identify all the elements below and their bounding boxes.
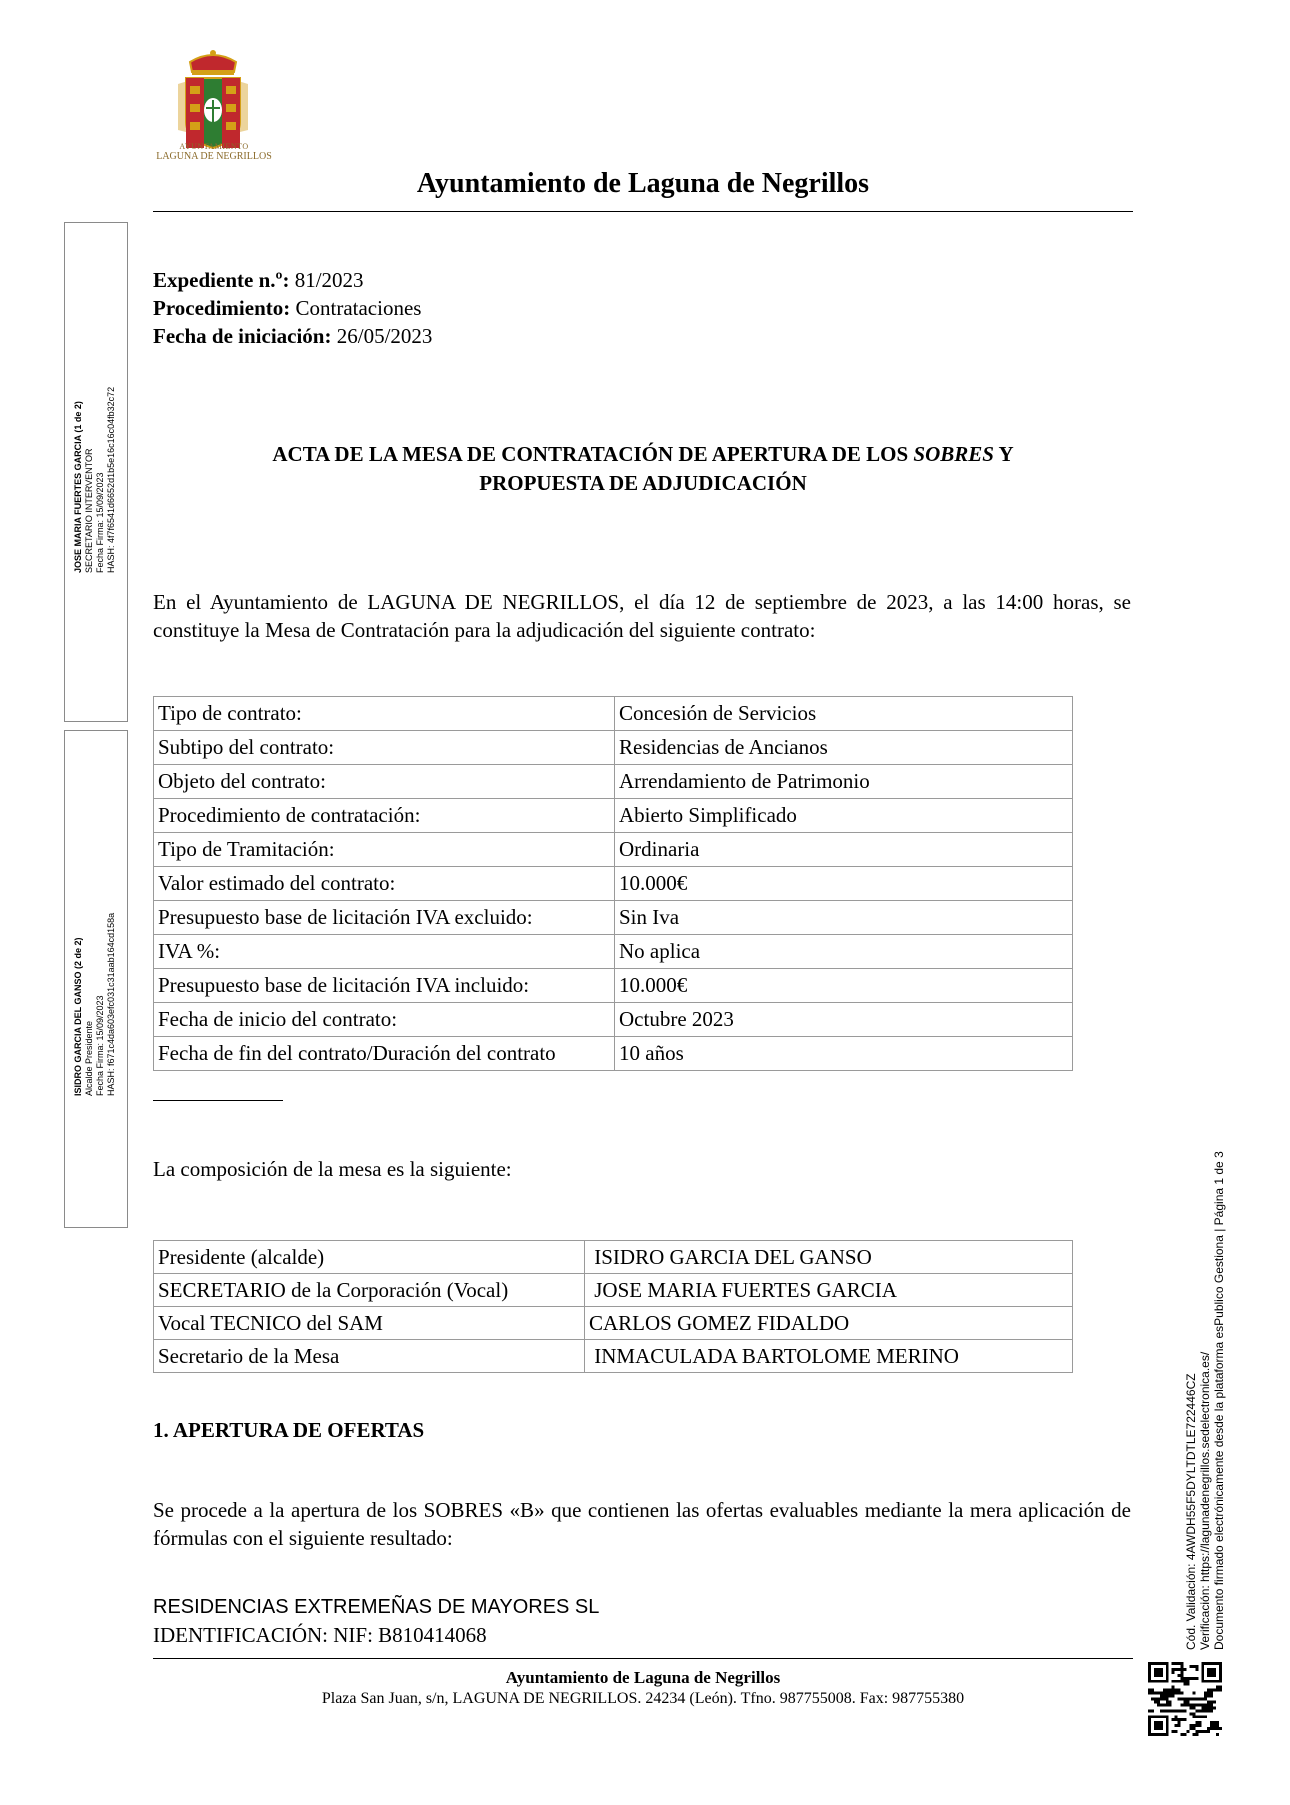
committee-members-table xyxy=(153,1240,1073,1373)
contract-field-value: Abierto Simplificado xyxy=(615,799,1073,833)
contract-field-label: Tipo de Tramitación: xyxy=(154,833,615,867)
procedimiento-line xyxy=(153,294,432,322)
fecha-iniciacion-label: Fecha de iniciación: xyxy=(153,324,332,348)
contract-row xyxy=(154,901,1073,935)
contract-row xyxy=(154,833,1073,867)
signature-2-hash: HASH: f671c4da603efc031c31aab164cd158a xyxy=(106,912,116,1096)
validation-code: Cód. Validación: 4AWDH55F5DYLTDTLE722446CZ xyxy=(1184,1373,1198,1650)
fecha-iniciacion-line xyxy=(153,322,432,350)
member-row xyxy=(154,1274,1073,1307)
company-name: RESIDENCIAS EXTREMEÑAS DE MAYORES SL xyxy=(153,1596,600,1618)
contract-field-value: Concesión de Servicios xyxy=(615,697,1073,731)
logo-caption-bottom: LAGUNA DE NEGRILLOS xyxy=(156,151,272,162)
contract-field-label: Subtipo del contrato: xyxy=(154,731,615,765)
contract-field-label: Presupuesto base de licitación IVA incluido: xyxy=(154,969,615,1003)
contract-row xyxy=(154,1037,1073,1071)
contract-field-value: Octubre 2023 xyxy=(615,1003,1073,1037)
contract-field-label: Valor estimado del contrato: xyxy=(154,867,615,901)
signature-box-1 xyxy=(64,222,128,722)
member-name: INMACULADA BARTOLOME MERINO xyxy=(585,1340,1073,1373)
contract-field-value: Ordinaria xyxy=(615,833,1073,867)
contract-field-value: 10.000€ xyxy=(615,867,1073,901)
contract-field-label: Fecha de fin del contrato/Duración del contrato xyxy=(154,1037,615,1071)
expediente-label: Expediente n.º: xyxy=(153,268,290,292)
signature-1-name: JOSE MARIA FUERTES GARCIA (1 de 2) xyxy=(73,401,83,573)
expediente-value: 81/2023 xyxy=(289,268,364,292)
signature-2-role: Alcalde Presidente xyxy=(84,1020,94,1096)
contract-field-value: 10.000€ xyxy=(615,969,1073,1003)
contract-field-value: Arrendamiento de Patrimonio xyxy=(615,765,1073,799)
footer-address: Plaza San Juan, s/n, LAGUNA DE NEGRILLOS. 24234 (León). Tfno. 987755008. Fax: 987755380 xyxy=(321,1690,965,1707)
member-role: Vocal TECNICO del SAM xyxy=(154,1307,585,1340)
section-heading: 1. APERTURA DE OFERTAS xyxy=(153,1418,425,1442)
file-metadata xyxy=(153,266,432,350)
contract-row xyxy=(154,697,1073,731)
contract-row xyxy=(154,1003,1073,1037)
composition-intro: La composición de la mesa es la siguiente: xyxy=(153,1157,512,1181)
contract-row xyxy=(154,731,1073,765)
member-role: Presidente (alcalde) xyxy=(154,1241,585,1274)
signature-2-name: ISIDRO GARCIA DEL GANSO (2 de 2) xyxy=(73,937,83,1096)
member-role: SECRETARIO de la Corporación (Vocal) xyxy=(154,1274,585,1307)
page-header-title: Ayuntamiento de Laguna de Negrillos xyxy=(416,168,870,199)
footer-divider xyxy=(153,1658,1133,1659)
signature-1-text xyxy=(73,387,117,573)
member-role: Secretario de la Mesa xyxy=(154,1340,585,1373)
contract-row xyxy=(154,799,1073,833)
contract-row xyxy=(154,867,1073,901)
member-row xyxy=(154,1307,1073,1340)
expediente-line xyxy=(153,266,432,294)
member-name: CARLOS GOMEZ FIDALDO xyxy=(585,1307,1073,1340)
contract-row xyxy=(154,765,1073,799)
signature-2-text xyxy=(73,913,117,1096)
act-title-italic: SOBRES xyxy=(913,442,994,466)
contract-field-value: No aplica xyxy=(615,935,1073,969)
qr-code-icon xyxy=(1148,1662,1222,1736)
contract-field-label: Procedimiento de contratación: xyxy=(154,799,615,833)
validation-note: Documento firmado electrónicamente desde la plataforma esPublico Gestiona | Página 1 de 3 xyxy=(1212,1151,1226,1650)
contract-field-value: Residencias de Ancianos xyxy=(615,731,1073,765)
contract-field-label: Tipo de contrato: xyxy=(154,697,615,731)
company-nif: IDENTIFICACIÓN: NIF: B810414068 xyxy=(153,1623,487,1647)
contract-field-value: 10 años xyxy=(615,1037,1073,1071)
signature-1-date: Fecha Firma: 15/09/2023 xyxy=(95,472,105,573)
signature-1-hash: HASH: 4f7f6541d6652d1b5e16c16c04fb32c72 xyxy=(106,386,116,573)
footer-title: Ayuntamiento de Laguna de Negrillos xyxy=(505,1668,781,1687)
fecha-iniciacion-value: 26/05/2023 xyxy=(331,324,433,348)
contract-row xyxy=(154,969,1073,1003)
member-name: ISIDRO GARCIA DEL GANSO xyxy=(585,1241,1073,1274)
contract-field-label: Presupuesto base de licitación IVA excluido: xyxy=(154,901,615,935)
signature-1-role: SECRETARIO INTERVENTOR xyxy=(84,448,94,573)
procedimiento-value: Contrataciones xyxy=(290,296,422,320)
act-title-line2: PROPUESTA DE ADJUDICACIÓN xyxy=(479,471,807,495)
validation-text xyxy=(1184,1151,1226,1650)
procedimiento-label: Procedimiento: xyxy=(153,296,291,320)
member-row xyxy=(154,1241,1073,1274)
signature-box-2 xyxy=(64,730,128,1228)
contract-details-table xyxy=(153,696,1073,1071)
contract-field-label: Fecha de inicio del contrato: xyxy=(154,1003,615,1037)
validation-url: Verificación: https://lagunadenegrillos.sedelectronica.es/ xyxy=(1198,1351,1212,1650)
act-title-part-a: ACTA DE LA MESA DE CONTRATACIÓN DE APERTURA DE LOS xyxy=(272,442,914,466)
contract-field-label: Objeto del contrato: xyxy=(154,765,615,799)
signature-2-date: Fecha Firma: 15/09/2023 xyxy=(95,995,105,1096)
contract-field-value: Sin Iva xyxy=(615,901,1073,935)
short-divider xyxy=(153,1100,283,1101)
act-title-part-b: Y xyxy=(993,442,1014,466)
intro-paragraph: En el Ayuntamiento de LAGUNA DE NEGRILLOS, el día 12 de septiembre de 2023, a las 14:00 horas, se constituye la Mesa de Contratación para la adjudicación del siguiente contrato: xyxy=(153,590,1131,642)
act-title xyxy=(153,440,1133,498)
contract-row xyxy=(154,935,1073,969)
logo-caption-top: AYUNTAMIENTO xyxy=(179,142,249,151)
act-title-line1 xyxy=(153,440,1133,469)
contract-field-label: IVA %: xyxy=(154,935,615,969)
member-row xyxy=(154,1340,1073,1373)
header-divider xyxy=(153,211,1133,212)
member-name: JOSE MARIA FUERTES GARCIA xyxy=(585,1274,1073,1307)
offers-paragraph: Se procede a la apertura de los SOBRES «B» que contienen las ofertas evaluables mediante la mera aplicación de fórmulas con el siguiente resultado: xyxy=(153,1498,1131,1550)
